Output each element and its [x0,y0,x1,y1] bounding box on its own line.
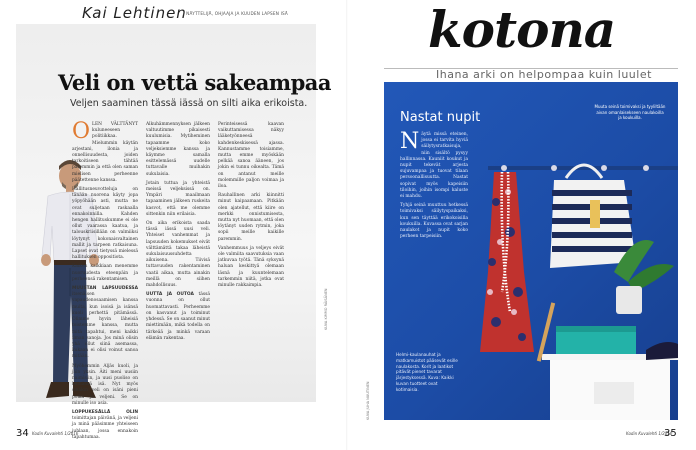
article-headline: Veli on vettä sakeampaa [58,70,332,95]
photo-caption-top-right: Muuta seinä toimivaksi ja tyyliltään aivan omanlaisekseen naulakoilla ja koukuilla. [594,104,666,120]
paragraph: Kaiken kaikkiaan menemme nuoruudesta eteenpäin ja perheensä rakentamisen. [72,264,138,282]
paragraph: Rauhallinen arki kiinnitti minut kaipaamaan. Pitkään olen ajatellut, että kiire on merkki onnistumisesta, mutta nyt huomaan, että olen löytänyt uuden rytmin, joka sopii meille kaikille paremmin. [218,193,284,242]
author-description: / NÄYTTELIJÄ, OHJAAJA JA KUUDEN LAPSEN ISÄ [183,11,289,16]
section-tagline: Ihana arki on helpompaa kuin luulet [436,68,652,81]
page-number-right: 35 [664,428,677,439]
paragraph: Vanhemmuus ja veljeys eivät ole valmiita saavutuksia vaan jatkuvaa työtä. Tänä syksynä haluan keskittyä olemaan läsnä ja kuuntelemaan tarkemmin niitä, jotka ovat minulle rakkaimpia. [218,245,284,289]
right-column-text [400,129,468,354]
photo-credit-right: KUVA JUHA NUUTINEN [366,381,370,420]
paragraph: Hallitusneuvotteluja on tänään nuorena käyty jopa yöpyöhään asti, mutta ne ovat suljetaan raskaalla ennakoinnilla. Kahden hengen hallituskumme ei ole ollut vaarassa kaatua, ja talouskriisillään on valmiiksi löytynyt kokonaisvaltainen mallit ja tarpeen ratkaisuna. Lapset ovat tietyssä mielessä hallituksen oppositiota. [72,187,138,261]
photo-credit-left: KUVA KIMMO RÄISÄNEN [324,288,328,330]
paragraph: Perinteisessä kaavan vaikuttamisessa näkyy lääketyönneesä kahdenkeskisessä ajassa. Kannustamme toisiamme, mutta emme myöskään pelkää sanoa ääneen, jos jokin ei tunnu oikealta. Tämä on antanut meille molemmille paljon voimaa ja iloa. [218,122,284,190]
paragraph [72,286,138,360]
paragraph: Myöhemmin Aljäs kuoli, ja jäin yksin. Äiti meni uusiin naimisiin, ja uusi puoliso on heinänsä isä. Nyt myös sinäkin veli on isäni pieni poika ja veljeni. Se on minulle iso asia. [72,363,138,406]
paragraph: On aika erikoista saada tässä iässä uusi veli. Yhteiset vanhemmat ja lapsuuden kokemukset eivät välttämättä takaa läheistä sukulaisuussuhdetta aikuisena. Tiivisä tuttavuuden rakentaminen vaatii aikaa, mutta ainakin meillä on siihen mahdollisuus. [146,221,210,289]
paragraph [146,292,210,342]
page-number-left: 34 [16,428,29,439]
left-column-3 [218,122,284,414]
paragraph-text: itsenäisen vapaudenosaamisen kanssa muita, kun isoisä ja isänsä kuoli perhettä pitämässä. Olimme hyvin läheisiä toistemme kanssa, mutta mitä tapahtui, meni kaikki ilman sanoja. Jos minä olisin yhä ollut siinä asemassa, kukaan ei olisi voinut sanoa mitään. [72,292,138,360]
dropcap-n: N [400,129,420,154]
section-title-kotona: kotona [428,0,616,59]
dropcap-o: O [72,119,91,144]
paragraph: LEN VÄLTTÄNYT kuluneeseen politiikkaa. Mielummin käytän arjestani, ilonia ja onnellisuudesta, joiden tarkoitiseen tähtää paremmin ja että olen saman mielisen perheenne päätettenne kanssa. [72,122,138,183]
paragraph-lead: UUTTA JA OUTOA [146,292,194,298]
paragraph-lead: LOPPUKESÄLLÄ OLIN [72,409,138,415]
paragraph: Alkuhämmennyksen jälkeen valtuutimme pikaisesti kuulumisia. Mytiheminen tapaamme koko veljeksiemme kanssa ja käymme samalla esittelemässä uudelle tuttavalle muihakin sukulaisia. [146,122,210,177]
author-name: Kai Lehtinen [82,4,187,22]
article-subheadline: Veljen saaminen tässä iässä on silti aika erikoista. [70,98,308,109]
paragraph [72,410,138,441]
photo-caption-bottom-left: Helmi-kaulanauhat ja matkamuistot pääsevät esille naulakosta. Korit ja laatikot pitävät pienet tavarat järjestyksessä. Kuva: Kaikki kuvan tuotteet ovat kotimaisia. [396,352,458,392]
article-title-nastat-nupit: Nastat nupit [400,110,481,125]
paragraph-lead: MUUSTAN LAPSUUDESSA [72,286,138,292]
paragraph-text: tässä vuonna on ollut huomattavasti. Perheemme on kasvanut ja toiminut yhdessä. Se on saanut minut miettimään, mikä todella on tärkeää ja minkä varaan elämän rakentaa. [146,292,210,341]
paragraph: Tyhjä seinä muuttuu hetkessä toimivaksi säilytyspaikaksi, kun sen täyttää erikokoisilla koukuilla. Kuvassa ovat sarjan naulakot ja nupit koko perheen tarpeisiin. [400,203,468,240]
magazine-name-left: Kodin Kuvalehti 1/2016 [32,431,79,436]
left-column-2 [146,122,210,414]
left-column-1 [72,119,138,440]
magazine-name-right: Kodin Kuvalehti 1/2016 [626,431,673,436]
paragraph-text: toimittajan päivänä, ja veljeni ja minä pääsimme yhteiseen juhlaan, jossa ennakoin tapahtumaa. [72,416,138,440]
paragraph: äytä missä eteinen, jossa ei tarvita hyviä säilytysratkaisuja, niin sisältö pysyy hallinnassa. Kauniit koukut ja nupit tekevät arjesta sujuvampaa ja tuovat tilaan persoonallisuutta. Nastat sopivat myös kapeisiin tiloihin, joihin isompi kaluste ei mahdu. [400,132,468,200]
paragraph: Jotain tuttua ja yhteistä meissä veljeksissä on. Ympäri maailmaan tapaaminen jälkeen ruskeita kasvot, että me olemme sittenkin niin erilaisia. [146,180,210,217]
